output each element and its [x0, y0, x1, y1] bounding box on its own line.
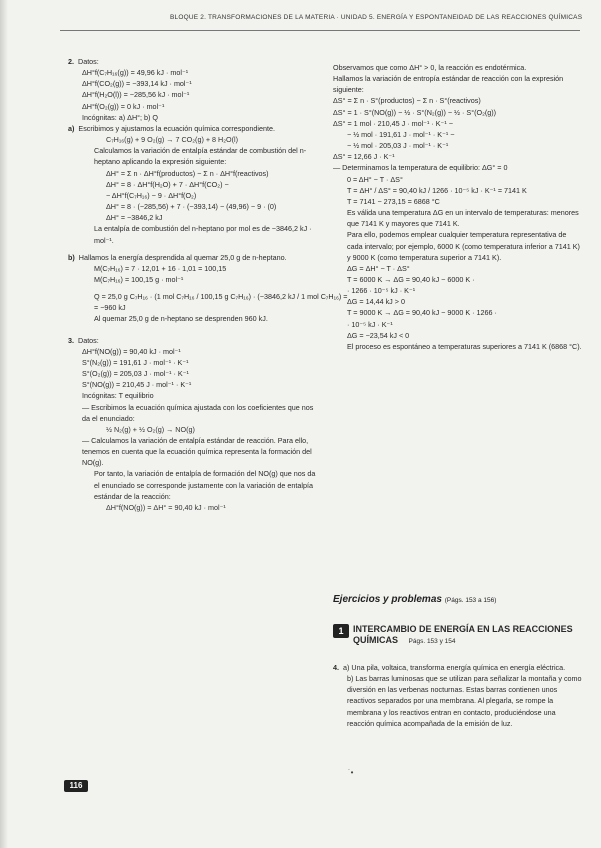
sample-temperatures: Para ello, podemos emplear cualquier temperatura representativa de cada intervalo; por ejemplo, 6000 K (como temperatura inferior a 7141 K) y 9000 K (como temperatura superior a 7141 K). — [347, 230, 580, 262]
exercise-4-number: 4. — [333, 663, 339, 672]
section-title-text: Ejercicios y problemas — [333, 594, 442, 605]
left-column — [68, 56, 348, 513]
subsection-number-badge: 1 — [333, 624, 349, 638]
part-a-label: a) — [68, 123, 75, 133]
ex2-incognitas: Incógnitas: a) ΔH°; b) Q — [82, 112, 158, 122]
temperature-calc-line: T = 7141 − 273,15 = 6868 °C — [347, 196, 440, 206]
temperature-calc-line: 0 = ΔH° − T · ΔS° — [347, 174, 403, 184]
interval-explanation: Es válida una temperatura ΔG en un intervalo de temperaturas: menores que 7141 K y mayores que 7141 K. — [347, 208, 579, 229]
part-a-explanation: Calculamos la variación de entalpía estándar de combustión del n-heptano aplicando la expresión siguiente: — [94, 146, 307, 167]
ex3-data-line: S°(O₂(g)) = 205,03 J · mol⁻¹ · K⁻¹ — [82, 369, 189, 379]
ex3-incognitas: Incógnitas: T equilibrio — [82, 391, 154, 401]
ex3-enthalpy-result: ΔH°f(NO(g)) = ΔH° = 90,40 kJ · mol⁻¹ — [106, 502, 226, 512]
exercise-4-part-b: b) Las barras luminosas que se utilizan para señalizar la montaña y como diversión en las verbenas nocturnas. Estas barras contienen unos reactivos separados por una membrana. Al plegarla, se rompe la membrana y los reactivos entran en contacto, produciéndose una reacción química acompañada de la emisión de luz. — [347, 674, 582, 728]
temperature-calc-line: T = ΔH° / ΔS° = 90,40 kJ / 1266 · 10⁻⁵ kJ · K⁻¹ = 7141 K — [347, 185, 527, 195]
exercise-2-datos: Datos: — [78, 57, 99, 66]
section-pages: (Págs. 153 a 156) — [444, 597, 497, 604]
ex2-data-line: ΔH°f(C₇H₁₆(g)) = 49,96 kJ · mol⁻¹ — [82, 68, 189, 78]
ex2-data-line: ΔH°f(CO₂(g)) = −393,14 kJ · mol⁻¹ — [82, 79, 192, 89]
part-a-conclusion: La entalpía de combustión del n-heptano por mol es de −3846,2 kJ · mol⁻¹. — [94, 224, 312, 245]
section-title — [333, 594, 496, 605]
gibbs-calc-line: ΔG = ΔH° − T · ΔS° — [347, 263, 410, 273]
exercise-3-number: 3. — [68, 335, 74, 345]
gibbs-calc-line: ΔG = 14,44 kJ > 0 — [347, 297, 405, 307]
page-number: 116 — [64, 780, 88, 792]
ex3-data-line: S°(NO(g)) = 210,45 J · mol⁻¹ · K⁻¹ — [82, 380, 192, 390]
part-b-text: Hallamos la energía desprendida al quemar 25,0 g de n-heptano. — [78, 252, 287, 262]
ex3-step-1: — Escribimos la ecuación química ajustada con los coeficientes que nos da el enunciado: — [82, 402, 314, 423]
enthalpy-calc-line: ΔH° = 8 · (−285,56) + 7 · (−393,14) − (49,96) − 9 · (0) — [106, 202, 277, 212]
ex3-data-line: S°(N₂(g)) = 191,61 J · mol⁻¹ · K⁻¹ — [82, 357, 189, 367]
enthalpy-calc-line: ΔH° = −3846,2 kJ — [106, 213, 163, 223]
entropy-intro: Hallamos la variación de entropía estándar de reacción con la expresión siguiente: — [333, 74, 564, 95]
combustion-equation: C₇H₁₆(g) + 9 O₂(g) → 7 CO₂(g) + 8 H₂O(l) — [106, 135, 238, 145]
entropy-result: ΔS° = 12,66 J · K⁻¹ — [333, 152, 395, 162]
exercise-4 — [333, 662, 583, 729]
gibbs-calc-line: · 10⁻⁵ kJ · K⁻¹ — [347, 319, 393, 329]
molar-mass-line: M(C₇H₁₆) = 7 · 12,01 + 16 · 1,01 = 100,15 — [94, 263, 227, 273]
gibbs-calc-line: ΔG = −23,54 kJ < 0 — [347, 330, 410, 340]
part-b-conclusion: Al quemar 25,0 g de n-heptano se desprenden 960 kJ. — [94, 314, 268, 324]
gibbs-calc-line: · 1266 · 10⁻⁵ kJ · K⁻¹ — [347, 286, 416, 296]
entropy-calc-line: ΔS° = Σ n · S°(productos) − Σ n · S°(reactivos) — [333, 96, 481, 106]
endothermic-observation: Observamos que como ΔH° > 0, la reacción es endotérmica. — [333, 63, 527, 72]
right-column — [333, 62, 583, 352]
gibbs-calc-line: T = 9000 K → ΔG = 90,40 kJ − 9000 K · 1266 · — [347, 308, 497, 318]
entropy-calc-line: ΔS° = 1 mol · 210,45 J · mol⁻¹ · K⁻¹ − — [333, 118, 453, 128]
equilibrium-temp-heading: — Determinamos la temperatura de equilibrio: ΔG° = 0 — [333, 163, 508, 173]
ex2-data-line: ΔH°f(H₂O(l)) = −285,56 kJ · mol⁻¹ — [82, 90, 190, 100]
exercise-3-datos: Datos: — [78, 335, 99, 345]
header-rule — [60, 30, 580, 31]
exercise-4-part-a: a) Una pila, voltaica, transforma energía química en energía eléctrica. — [343, 663, 566, 672]
entropy-calc-line: − ½ mol · 191,61 J · mol⁻¹ · K⁻¹ − — [347, 129, 455, 139]
running-head: BLOQUE 2. TRANSFORMACIONES DE LA MATERIA · UNIDAD 5. ENERGÍA Y ESPONTANEIDAD DE LAS REACCIONES QUÍMICAS — [170, 14, 583, 21]
enthalpy-calc-line: − ΔH°f(C₇H₁₆) − 9 · ΔH°f(O₂) — [106, 190, 197, 200]
gibbs-calc-line: T = 6000 K → ΔG = 90,40 kJ − 6000 K · — [347, 274, 475, 284]
spontaneity-conclusion: El proceso es espontáneo a temperaturas superiores a 7141 K (6868 °C). — [347, 341, 582, 351]
enthalpy-calc-line: ΔH° = 8 · ΔH°f(H₂O) + 7 · ΔH°f(CO₂) − — [106, 179, 229, 189]
page-binding-shadow — [0, 0, 8, 848]
part-b-label: b) — [68, 252, 75, 262]
exercise-2-number: 2. — [68, 57, 74, 66]
molar-mass-line: M(C₇H₁₆) = 100,15 g · mol⁻¹ — [94, 274, 184, 284]
ink-speck: ˙• — [348, 768, 354, 777]
ex3-data-line: ΔH°f(NO(g)) = 90,40 kJ · mol⁻¹ — [82, 346, 181, 356]
ex2-data-line: ΔH°f(O₂(g)) = 0 kJ · mol⁻¹ — [82, 101, 165, 111]
entropy-calc-line: − ½ mol · 205,03 J · mol⁻¹ · K⁻¹ — [347, 141, 449, 151]
heat-result: = −960 kJ — [94, 303, 126, 313]
subsection-title-text: INTERCAMBIO DE ENERGÍA EN LAS REACCIONES QUÍMICAS — [353, 624, 573, 646]
enthalpy-calc-line: ΔH° = Σ n · ΔH°f(productos) − Σ n · ΔH°f(reactivos) — [106, 168, 269, 178]
part-a-text: Escribimos y ajustamos la ecuación química correspondiente. — [78, 123, 275, 133]
subsection-title — [353, 624, 583, 647]
formation-equation: ½ N₂(g) + ½ O₂(g) → NO(g) — [106, 424, 195, 434]
ex3-step-2: — Calculamos la variación de entalpía estándar de reacción. Para ello, tenemos en cuenta que la ecuación química representa la formación del NO(g). — [82, 436, 312, 468]
heat-calc-line: Q = 25,0 g C₇H₁₆ · (1 mol C₇H₁₆ / 100,15 g C₇H₁₆) · (−3846,2 kJ / 1 mol C₇H₁₆) = — [94, 292, 348, 302]
entropy-calc-line: ΔS° = 1 · S°(NO(g)) − ½ · S°(N₂(g)) − ½ · S°(O₂(g)) — [333, 107, 497, 117]
subsection-pages: Págs. 153 y 154 — [408, 638, 456, 646]
ex3-step-3: Por tanto, la variación de entalpía de formación del NO(g) que nos da el enunciado se corresponde justamente con la variación de entalpía estándar de la reacción: — [94, 469, 316, 501]
